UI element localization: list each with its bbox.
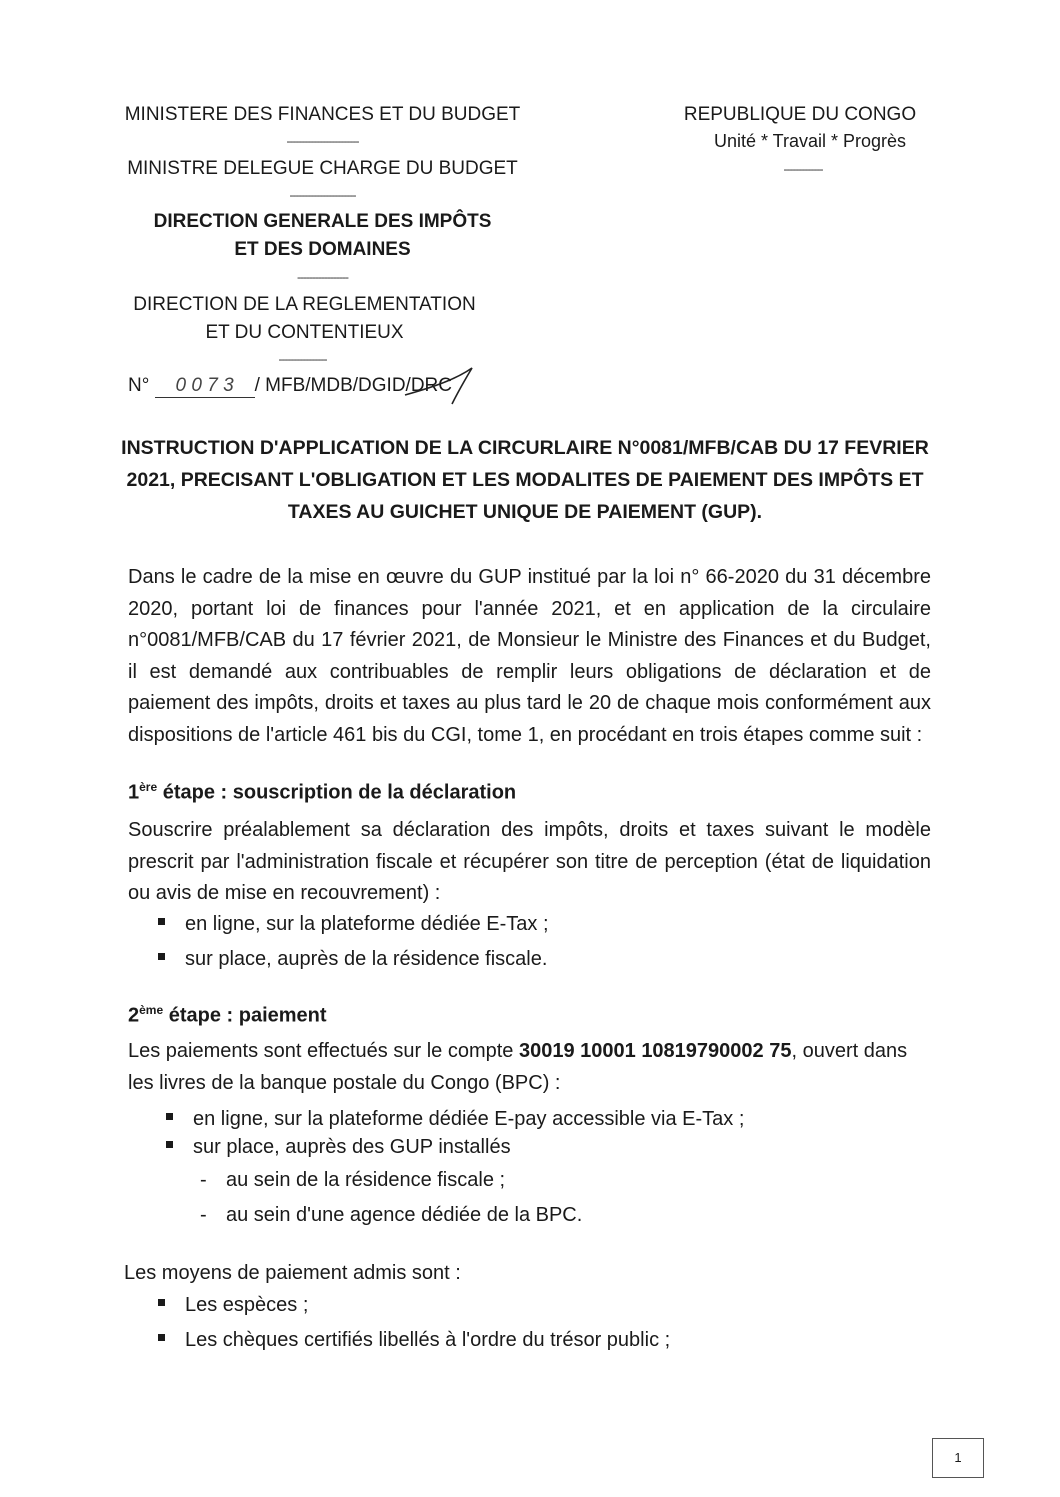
page-number: 1 [932,1438,984,1478]
direction-general-line2: ET DES DOMAINES [234,239,411,260]
signature-mark [400,360,480,410]
sub-list-item: - au sein de la résidence fiscale ; [200,1169,506,1191]
separator: ----------------- [297,270,348,284]
direction-general-line1: DIRECTION GENERALE DES IMPÔTS [153,211,492,232]
list-item: Les chèques certifiés libellés à l'ordre du trésor public ; [158,1329,670,1352]
dash-icon: - [200,1204,207,1226]
payment-means-intro: Les moyens de paiement admis sont : [124,1262,461,1284]
step2-text-line2: les livres de la banque postale du Congo (BPC) : [128,1072,561,1094]
country-motto: Unité * Travail * Progrès [713,131,907,151]
separator: ------------------------ [286,134,359,148]
bullet-icon [158,918,165,925]
list-item: Les espèces ; [158,1294,308,1317]
bullet-icon [166,1113,173,1120]
ministry-name: MINISTERE DES FINANCES ET DU BUDGET [124,104,521,125]
step2-heading: 2ème étape : paiement [128,1003,327,1027]
separator: ---------------- [278,352,327,366]
delegate-ministry: MINISTRE DELEGUE CHARGE DU BUDGET [127,158,518,179]
ref-prefix: N° [128,375,150,396]
direction-line2: ET DU CONTENTIEUX [205,322,404,343]
intro-paragraph: Dans le cadre de la mise en œuvre du GUP institué par la loi n° 66-2020 du 31 décembre 2020, portant loi de finances pour l'année 2021, et en application de la circulaire n°0081/MFB/CAB du 17 février 2021, de Monsieur le Ministre des Finances et du Budget, il est demandé aux contribuables de remplir leurs obligations de déclaration et de paiement des impôts, droits et taxes au plus tard le 20 de chaque mois conformément aux dispositions de l'article 461 bis du CGI, tome 1, en procédant en trois étapes comme suit : [128,566,931,746]
bullet-icon [158,1334,165,1341]
ref-suffix: / MFB/MDB/DGID/DRC [254,375,452,396]
list-item: en ligne, sur la plateforme dédiée E-pay accessible via E-Tax ; [166,1108,744,1131]
step2-text-line1: Les paiements sont effectués sur le compte 30019 10001 10819790002 75, ouvert dans [128,1040,908,1062]
bullet-icon [166,1141,173,1148]
bullet-icon [158,953,165,960]
step1-text: Souscrire préalablement sa déclaration des impôts, droits et taxes suivant le modèle prescrit par l'administration fiscale et récupérer son titre de perception (état de liquidation ou avis de mise en recouvrement) : [128,819,931,905]
direction-line1: DIRECTION DE LA REGLEMENTATION [133,294,476,315]
step1-heading: 1ère étape : souscription de la déclaration [128,780,517,804]
bullet-icon [158,1299,165,1306]
sub-list-item: - au sein d'une agence dédiée de la BPC. [200,1204,583,1226]
list-item: en ligne, sur la plateforme dédiée E-Tax ; [158,913,549,936]
list-item: sur place, auprès de la résidence fiscale. [158,948,547,971]
list-item: sur place, auprès des GUP installés [166,1136,511,1159]
bank-account: 30019 10001 10819790002 75 [518,1040,792,1062]
separator: ---------------------- [289,188,356,202]
separator: ------------- [783,162,823,176]
document-title: INSTRUCTION D'APPLICATION DE LA CIRCURLAIRE N°0081/MFB/CAB DU 17 FEVRIER 2021, PRECISANT L'OBLIGATION ET LES MODALITES DE PAIEMENT DES IMPÔTS ET TAXES AU GUICHET UNIQUE DE PAIEMENT (GUP). [121,437,929,523]
ref-number: 0 0 7 3 [155,375,255,398]
dash-icon: - [200,1169,207,1191]
country-name: REPUBLIQUE DU CONGO [683,104,917,125]
